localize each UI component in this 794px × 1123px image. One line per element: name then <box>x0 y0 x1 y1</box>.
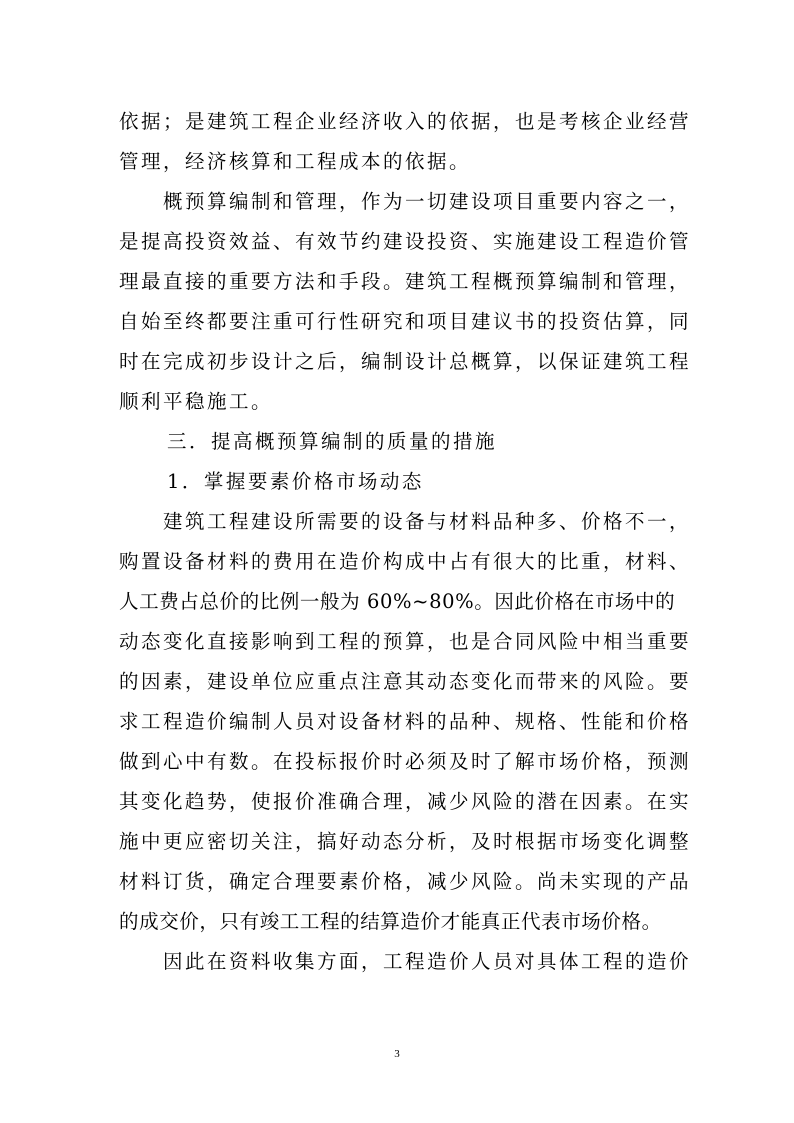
text-line: 顺利平稳施工。 <box>119 390 274 413</box>
text-line: 施中更应密切关注，搞好动态分析，及时根据市场变化调整 <box>119 830 692 853</box>
text-line: 自始至终都要注重可行性研究和项目建议书的投资估算，同 <box>119 310 692 333</box>
text-line: 其变化趋势，使报价准确合理，减少风险的潜在因素。在实 <box>119 790 692 813</box>
text-line: 理最直接的重要方法和手段。建筑工程概预算编制和管理， <box>119 270 692 293</box>
text-line: 的因素，建设单位应重点注意其动态变化而带来的风险。要 <box>119 670 692 693</box>
text-line: 是提高投资效益、有效节约建设投资、实施建设工程造价管 <box>119 230 692 253</box>
text-line: 做到心中有数。在投标报价时必须及时了解市场价格，预测 <box>119 750 692 773</box>
text-line: 人工费占总价的比例一般为 60%~80%。因此价格在市场中的 <box>119 590 676 613</box>
paragraph-start-line: 因此在资料收集方面，工程造价人员对具体工程的造价 <box>163 950 692 973</box>
text-line: 依据；是建筑工程企业经济收入的依据，也是考核企业经营 <box>119 110 692 133</box>
text-line: 管理，经济核算和工程成本的依据。 <box>119 150 472 173</box>
text-line: 材料订货，确定合理要素价格，减少风险。尚未实现的产品 <box>119 870 692 893</box>
section-heading: 三．提高概预算编制的质量的措施 <box>167 430 498 453</box>
text-line: 的成交价，只有竣工工程的结算造价才能真正代表市场价格。 <box>119 910 662 933</box>
text-line: 时在完成初步设计之后，编制设计总概算，以保证建筑工程 <box>119 350 692 373</box>
page-number: 3 <box>394 1048 400 1060</box>
text-line: 购置设备材料的费用在造价构成中占有很大的比重，材料、 <box>119 550 692 573</box>
subsection-heading: 1．掌握要素价格市场动态 <box>167 470 424 493</box>
body-text <box>119 102 692 982</box>
paragraph-start-line: 建筑工程建设所需要的设备与材料品种多、价格不一， <box>163 510 692 533</box>
text-line: 动态变化直接影响到工程的预算，也是合同风险中相当重要 <box>119 630 692 653</box>
paragraph-start-line: 概预算编制和管理，作为一切建设项目重要内容之一， <box>163 190 692 213</box>
text-line: 求工程造价编制人员对设备材料的品种、规格、性能和价格 <box>119 710 692 733</box>
